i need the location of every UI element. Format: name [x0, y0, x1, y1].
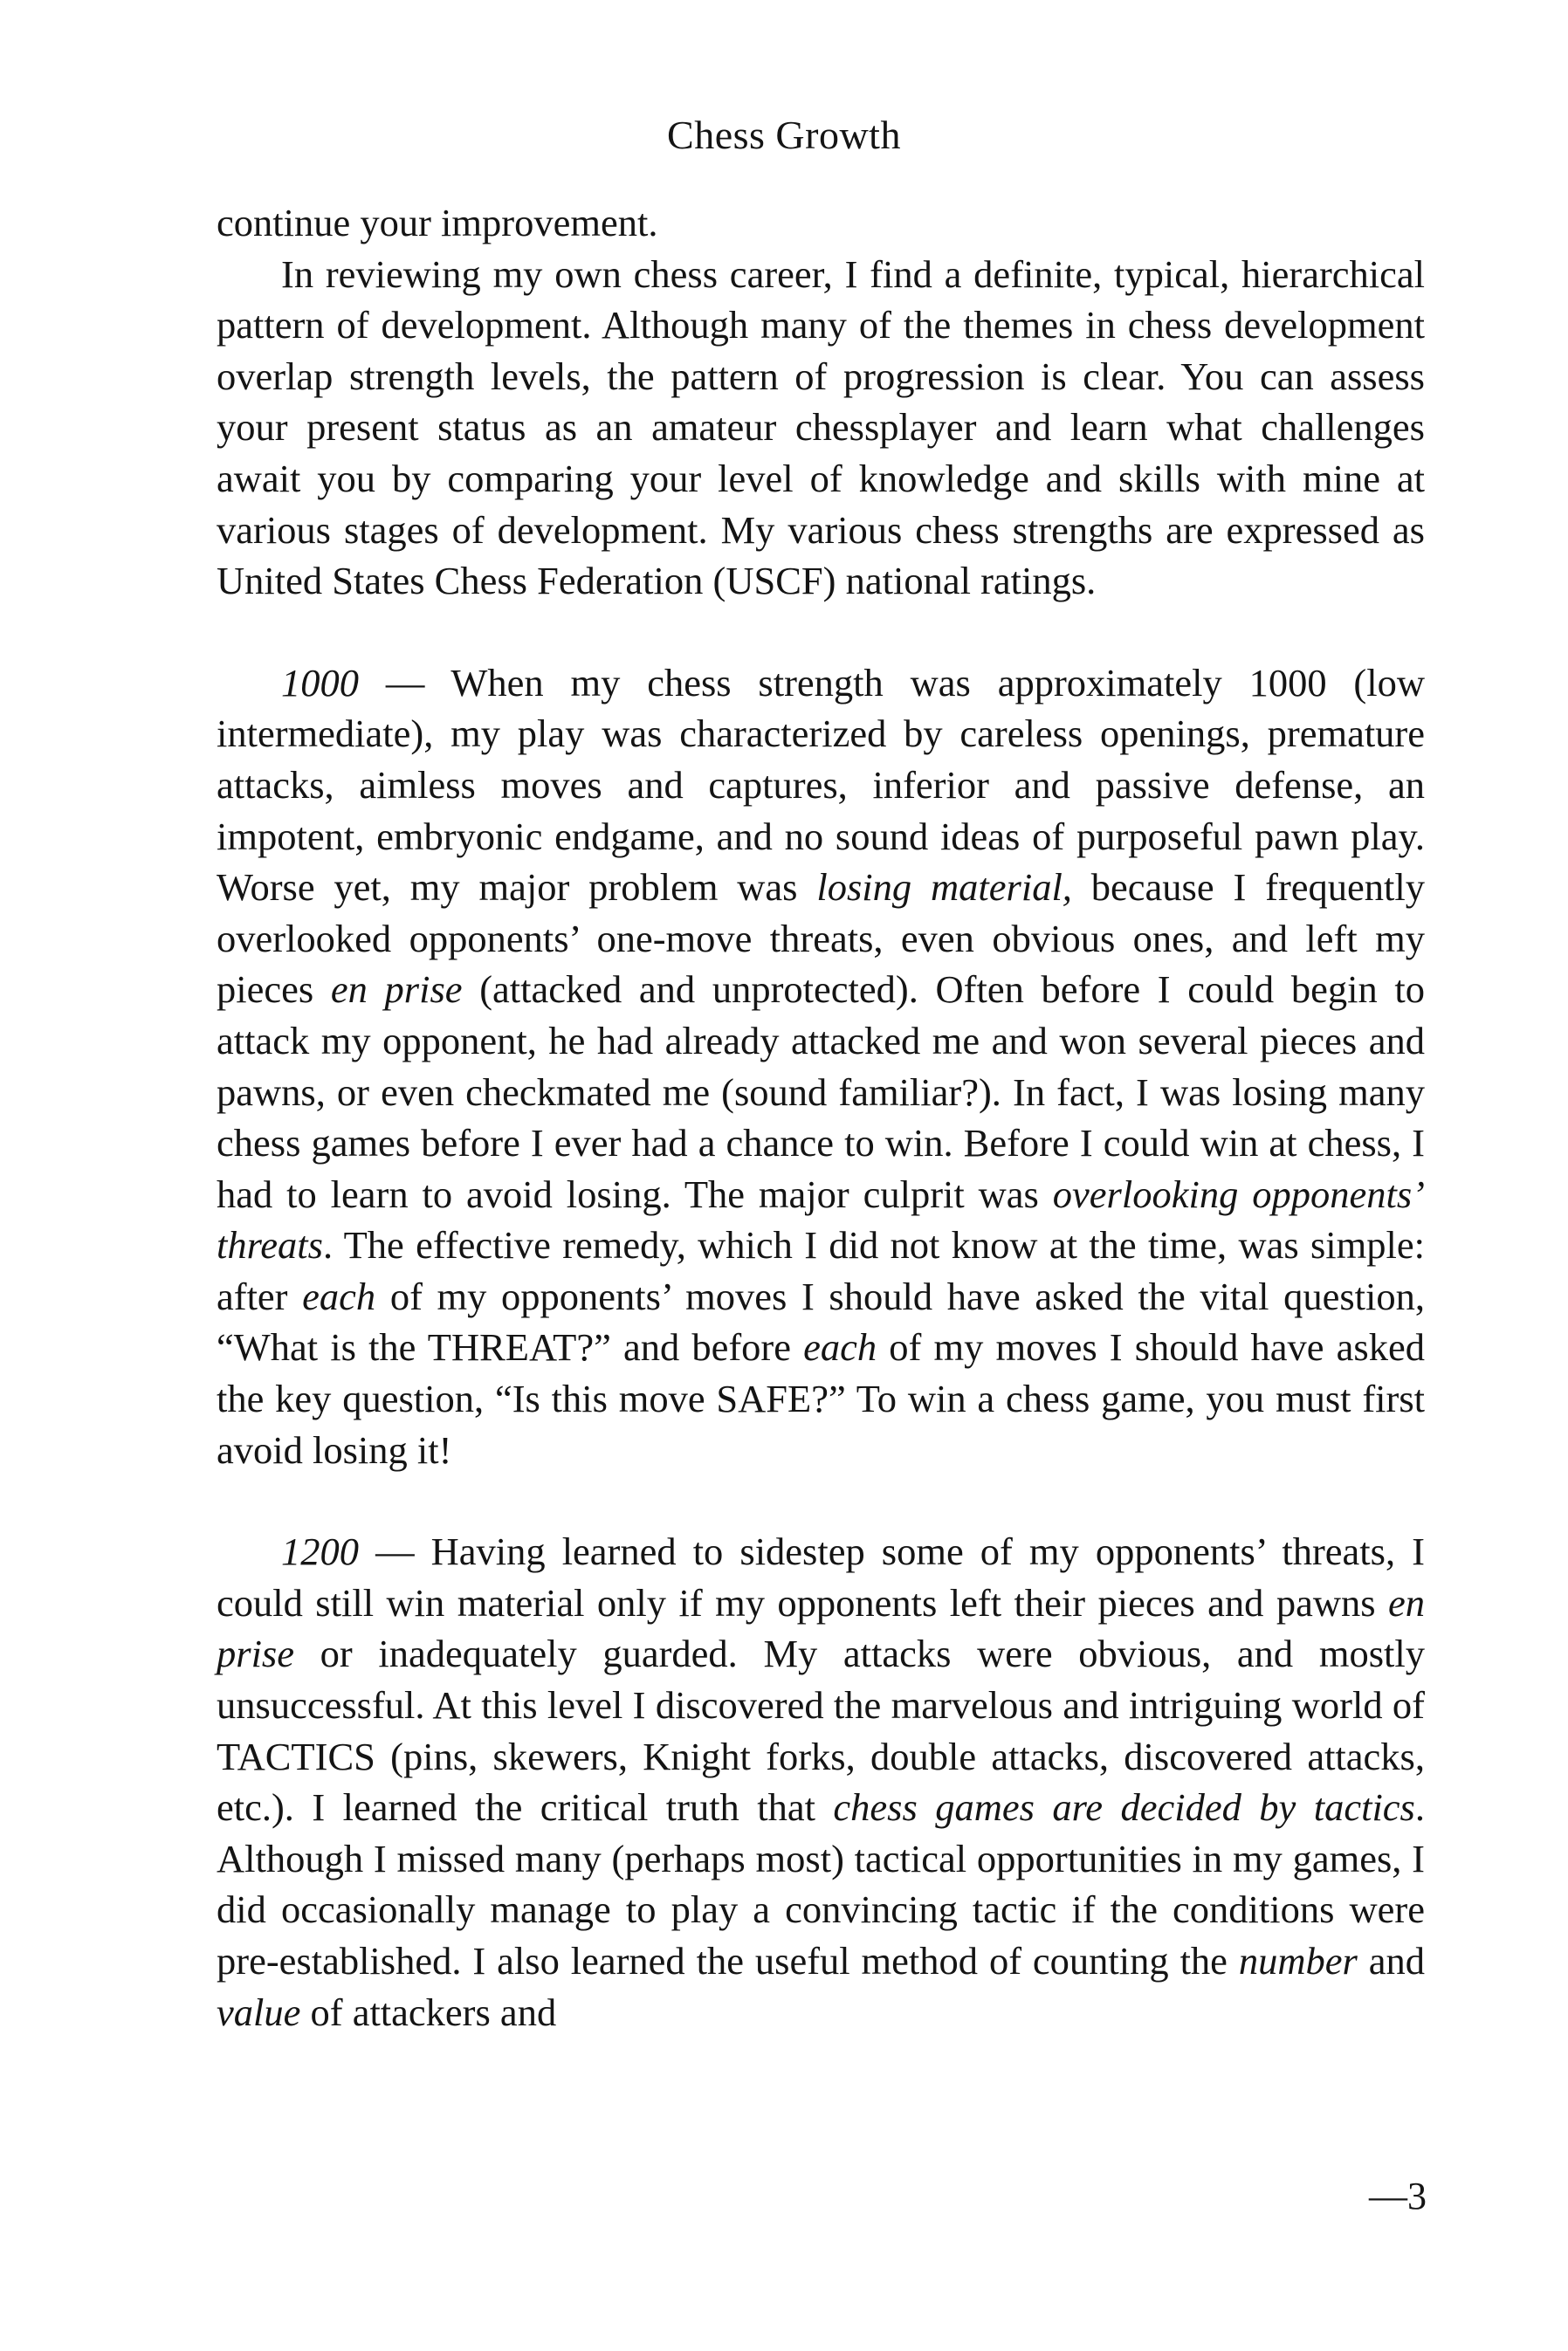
text-run: . Although I missed many (perhaps most) tactical opportunities in my games, I did occasionally manage to play a convincing tactic if the conditions were pre-established. I also learned the useful method of counting the — [217, 1785, 1425, 1983]
text-run: because I frequently overlooked opponents’ one-move threats, even obvious ones, and left my pieces — [217, 865, 1426, 1012]
running-head: Chess Growth — [667, 113, 901, 157]
rating-label: 1000 — [281, 660, 359, 705]
text-run: . The effective remedy, which I did not know at the time, was simple: after — [217, 1223, 1425, 1318]
rating-label: 1200 — [281, 1530, 359, 1574]
paragraph-rating-1200 — [217, 1526, 1425, 2038]
paragraph-continuation — [217, 197, 1425, 249]
emphasis: value — [217, 1990, 301, 2034]
emphasis: each — [803, 1325, 877, 1370]
text-run: or inadequately guarded. My attacks were obvious, and mostly unsuccessful. At this level I discovered the marvelous and intriguing world of TACTICS (pins, skewers, Knight forks, double attacks, discovered attacks, etc.). I learned the critical truth that — [217, 1632, 1425, 1830]
emphasis: each — [302, 1274, 376, 1318]
text-run: In reviewing my own chess career, I find a definite, typical, hierarchical pattern of development. Although many of the themes in chess development overlap strength levels, the pattern of progression is clear. You can assess your present status as an amateur chessplayer and learn what challenges await you by comparing your level of knowledge and skills with mine at various stages of development. My various chess strengths are expressed as United States Chess Federation (USCF) national ratings. — [217, 251, 1425, 603]
text-run: (attacked and unprotected). Often before I could begin to attack my opponent, he had already attacked me and won several pieces and pawns, or even checkmated me (sound familiar?). In fact, I was losing many chess games before I ever had a chance to win. Before I could win at chess, I had to learn to avoid losing. The major culprit was — [217, 967, 1425, 1216]
text-run: — Having learned to sidestep some of my opponents’ threats, I could still win material only if my opponents left their pieces and pawns — [217, 1530, 1425, 1625]
page-number: —3 — [1369, 2175, 1427, 2217]
emphasis: en prise — [330, 967, 463, 1012]
text-run: and — [1357, 1939, 1425, 1983]
text-run: of my moves I should have asked the key question, “Is this move SAFE?” To win a chess game, you must first avoid losing it! — [217, 1325, 1426, 1472]
emphasis: overlooking opponents’ threats — [217, 1172, 1425, 1268]
paragraph-rating-1000 — [217, 657, 1425, 1476]
paragraph-intro — [217, 249, 1425, 607]
text-run: continue your improvement. — [217, 201, 658, 244]
body-text — [217, 197, 1425, 2038]
text-run: of my opponents’ moves I should have asked the vital question, “What is the THREAT?” and before — [217, 1274, 1425, 1370]
emphasis: chess games are decided by tactics — [833, 1785, 1415, 1830]
text-run: of attackers and — [300, 1990, 557, 2034]
text-run: — When my chess strength was approximately 1000 (low intermediate), my play was characterized by careless openings, premature attacks, aimless moves and captures, inferior and passive defense, an impotent, embryonic endgame, and no sound ideas of purposeful pawn play. Worse yet, my major problem was — [217, 660, 1425, 910]
emphasis: number — [1238, 1939, 1358, 1983]
emphasis: losing material, — [816, 865, 1072, 910]
emphasis: en prise — [217, 1580, 1425, 1676]
